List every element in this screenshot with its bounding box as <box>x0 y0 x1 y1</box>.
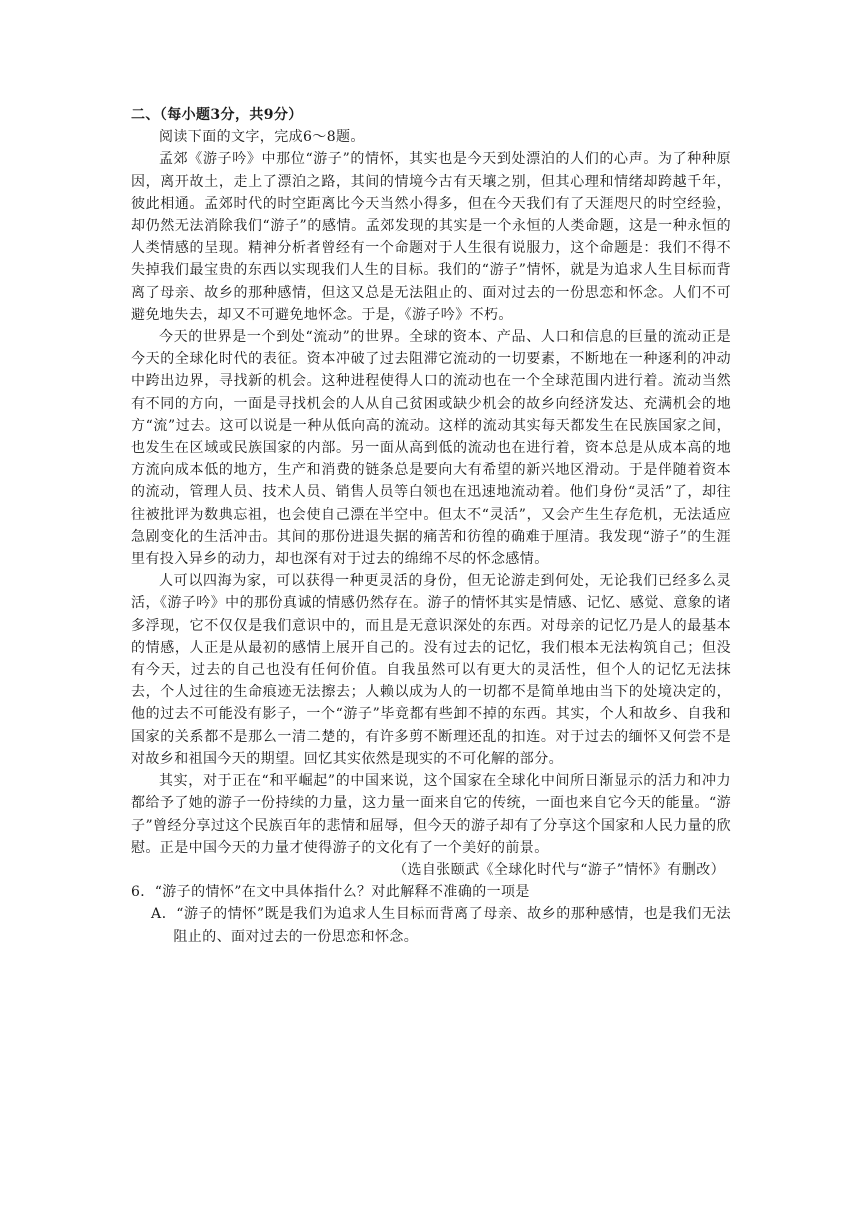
passage-paragraph-2: 今天的世界是一个到处“流动”的世界。全球的资本、产品、人口和信息的巨量的流动正是今天的全球化时代的表征。资本冲破了过去阻滞它流动的一切要素，不断地在一种逐利的冲动中跨出边界，寻找新的机会。这种进程使得人口的流动也在一个全球范围内进行着。流动当然有不同的方向，一面是寻找机会的人从自己贫困或缺少机会的故乡向经济发达、充满机会的地方“流”过去。这可以说是一种从低向高的流动。这样的流动其实每天都发生在民族国家之间，也发生在区域或民族国家的内部。另一面从高到低的流动也在进行着，资本总是从成本高的地方流向成本低的地方，生产和消费的链条总是要向大有希望的新兴地区滑动。于是伴随着资本的流动，管理人员、技术人员、销售人员等白领也在迅速地流动着。他们身份“灵活”了，却往往被批评为数典忘祖，也会使自己漂在半空中。但太不“灵活”，又会产生生存危机，无法适应急剧变化的生活冲击。其间的那份进退失据的痛苦和彷徨的确难于厘清。我发现“游子”的生涯里有投入异乡的动力，却也深有对于过去的绵绵不尽的怀念感情。 <box>131 329 731 568</box>
passage-paragraph-4: 其实，对于正在“和平崛起”的中国来说，这个国家在全球化中间所日渐显示的活力和冲力都给予了她的游子一份持续的力量，这力量一面来自它的传统，一面也来自它今天的能量。“游子”曾经分享过这个民族百年的悲情和屈辱，但今天的游子却有了分享这个国家和人民力量的欣慰。正是中国今天的力量才使得游子的文化有了一个美好的前景。 <box>131 773 731 856</box>
passage-paragraph-3: 人可以四海为家，可以获得一种更灵活的身份，但无论游走到何处，无论我们已经多么灵活，《游子吟》中的那份真诚的情感仍然存在。游子的情怀其实是情感、记忆、感觉、意象的诸多浮现，它不仅仅是我们意识中的，而且是无意识深处的东西。对母亲的记忆乃是人的最基本的情感，人正是从最初的感情上展开自己的。没有过去的记忆，我们根本无法构筑自己；但没有今天，过去的自己也没有任何价值。自我虽然可以有更大的灵活性，但个人的记忆无法抹去，个人过往的生命痕迹无法擦去；人赖以成为人的一切都不是简单地由当下的处境决定的，他的过去不可能没有影子，一个“游子”毕竟都有些卸不掉的东西。其实，个人和故乡、自我和国家的关系都不是那么一清二楚的，有许多剪不断理还乱的扣连。对于过去的缅怀又何尝不是对故乡和祖国今天的期望。回忆其实依然是现实的不可化解的部分。 <box>131 573 731 767</box>
question-stem: 6．“游子的情怀”在文中具体指什么？对此解释不准确的一项是 <box>131 884 530 901</box>
reading-instruction: 阅读下面的文字，完成6～8题。 <box>159 129 365 146</box>
document-content <box>131 104 731 948</box>
section-heading: 二、（每小题3分，共9分） <box>131 107 303 123</box>
answer-option-a: A．“游子的情怀”既是我们为追求人生目标而背离了母亲、故乡的那种感情，也是我们无法阻止的、面对过去的一份思恋和怀念。 <box>151 906 731 945</box>
source-citation: （选自张颐武《全球化时代与“游子”情怀》有删改） <box>393 861 725 878</box>
passage-paragraph-1: 孟郊《游子吟》中那位“游子”的情怀，其实也是今天到处漂泊的人们的心声。为了种种原因，离开故土，走上了漂泊之路，其间的情境今古有天壤之别，但其心理和情绪却跨越千年，彼此相通。孟郊时代的时空距离比今天当然小得多，但在今天我们有了天涯咫尺的时空经验，却仍然无法消除我们“游子”的感情。孟郊发现的其实是一个永恒的人类命题，这是一种永恒的人类情感的呈现。精神分析者曾经有一个命题对于人生很有说服力，这个命题是：我们不得不失掉我们最宝贵的东西以实现我们人生的目标。我们的“游子”情怀，就是为追求人生目标而背离了母亲、故乡的那种感情，但这又总是无法阻止的、面对过去的一份思恋和怀念。人们不可避免地失去，却又不可避免地怀念。于是，《游子吟》不朽。 <box>131 151 731 323</box>
